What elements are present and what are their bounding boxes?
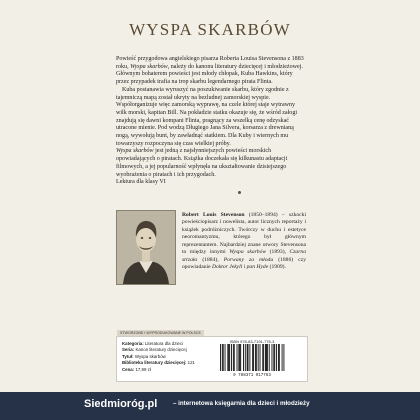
separator-dot — [238, 191, 241, 194]
work-title: Doktor Jekyll i pan Hyde — [211, 264, 269, 271]
barcode-bar — [245, 344, 246, 371]
barcode-bar — [234, 344, 235, 371]
barcode-bar — [220, 344, 221, 371]
book-title: WYSPA SKARBÓW — [129, 20, 291, 39]
barcode-bar — [227, 344, 228, 371]
description-text: jest jedną z najsłynniejszych powieści morskich opowiadających o piratach. Książka doczekała się kilkunastu adaptacji filmowych, a jej popularność wpłynęła na ukształtowanie dzisiejszego wyobrażenia o piratach i ich przygodach. — [116, 148, 288, 178]
barcode-bar — [265, 344, 266, 371]
info-value: 121 — [187, 360, 195, 366]
author-name: Robert Louis Stevenson — [182, 212, 245, 218]
work-title: Wyspa skarbów — [229, 249, 267, 256]
barcode-bar — [283, 344, 284, 371]
info-value: 17,99 zł — [135, 366, 151, 372]
info-value: Wyspa skarbów — [134, 353, 166, 359]
publisher-footer — [0, 392, 420, 420]
barcode-bar — [239, 344, 240, 371]
barcode-bar — [243, 344, 244, 371]
barcode-bar — [274, 344, 275, 371]
barcode-bar — [233, 344, 234, 371]
barcode-bar — [262, 344, 263, 371]
author-portrait-illustration — [117, 211, 175, 284]
bio-text: (1850–1894) – szkocki powieściopisarz i nowelista, autor licznych reportaży i książek podróżniczych. Twórczy w duchu i estetyce neoromantyzmu, którego był głównym reprezentantem. Najbardziej znane utwory Stevensona to między innymi — [182, 212, 306, 256]
book-description — [116, 56, 306, 187]
info-label: Seria: — [122, 347, 135, 353]
barcode-bar — [248, 344, 249, 371]
description-text: , należy do kanonu literatury dziecięcej i młodzieżowej. Głównym bohaterem powieści jest młody chłopak, Kuba Hawkins, który przez przypadek trafia na trop skarbu legendarnego pirata Flinta. — [116, 63, 303, 86]
barcode-bar — [266, 344, 267, 371]
barcode-bar — [237, 344, 238, 371]
publisher-brand: Siedmioróg.pl — [84, 398, 158, 410]
info-value: Kanon literatury dziecięcej — [135, 347, 187, 353]
bio-text: (1909). — [268, 264, 286, 271]
publisher-tagline: – internetowa księgarnia dla dzieci i młodzieży — [173, 400, 310, 407]
barcode-bar — [279, 344, 280, 371]
description-paragraph-2: Kuba postanawia wyruszyć na poszukiwanie skarbu, który zgodnie z tajemniczą mapą został ukryty na bezludnej zamorskiej wyspie. Współorganizuje więc zamorską wyprawę, na czele której staje wytrawny wilk morski, kapitan Bill. Na pokładzie statku okazuje się, że wśród załogi znajdują się dawni kompani Flinta, pragnący za wszelką cenę odzyskać utracone mienie. Pod wodzą Długiego Jana Silvera, korsarza z drewnianą nogą, wywołują bunt, by zawładnąć statkiem. Dla Kuby i wiernych mu towarzyszy rozpoczyna się czas wielkiej próby. — [116, 86, 298, 147]
barcode-bar — [240, 344, 241, 371]
barcode — [216, 340, 288, 378]
barcode-bar — [267, 344, 268, 371]
work-title: Czarna strzała — [182, 249, 306, 263]
author-bio — [182, 212, 306, 272]
bio-text: (1893), — [266, 249, 290, 256]
barcode-bar — [276, 344, 277, 371]
bio-text: (1884), — [197, 256, 224, 263]
reading-level-note: Lektura dla klasy VI — [116, 179, 166, 186]
author-portrait — [116, 210, 176, 285]
barcode-bar — [247, 344, 248, 371]
description-text: Powieść przygodowa angielskiego pisarza Roberta Louisa Stevensona z 1883 roku, — [116, 56, 304, 70]
title-italic: Wyspa skarbów — [130, 63, 168, 70]
barcode-bar — [249, 344, 250, 371]
bio-text: (1886) czy opowiadanie — [182, 256, 306, 271]
work-title: Porwany za młodu — [223, 256, 274, 263]
info-label: Cena: — [122, 366, 135, 372]
info-label: Kategoria: — [122, 341, 144, 346]
isbn-number: ISBN 978-83-7191-776-3 — [229, 339, 275, 344]
barcode-digits: 9 788371 917763 — [233, 374, 271, 378]
barcode-bar — [282, 344, 283, 371]
barcode-bar — [278, 344, 279, 371]
barcode-bar — [255, 344, 256, 371]
info-label: Biblioteka literatury dziecięcej: — [122, 360, 187, 366]
barcode-bar — [258, 344, 259, 371]
title-italic: Wyspa skarbów — [116, 148, 154, 155]
barcode-bar — [238, 344, 239, 371]
barcode-bar — [228, 344, 229, 371]
barcode-bar — [231, 344, 232, 371]
barcode-bar — [263, 344, 264, 371]
barcode-bar — [223, 344, 224, 371]
info-label: Tytuł: — [122, 353, 134, 359]
made-in-poland-label: STWORZONE I WYPRODUKOWANE W POLSCE — [117, 330, 204, 336]
barcode-bar — [229, 344, 230, 371]
barcode-bar — [222, 344, 223, 371]
barcode-bar — [272, 344, 273, 371]
description-paragraph-1 — [116, 56, 306, 87]
barcode-bar — [225, 344, 226, 371]
barcode-bar — [253, 344, 254, 371]
barcode-bar — [269, 344, 270, 371]
info-value: Literatura dla dzieci — [144, 341, 184, 346]
barcode-bar — [260, 344, 261, 371]
description-paragraph-3 — [116, 148, 306, 179]
barcode-bar — [256, 344, 257, 371]
barcode-bar — [252, 344, 253, 371]
barcode-bar — [273, 344, 274, 371]
